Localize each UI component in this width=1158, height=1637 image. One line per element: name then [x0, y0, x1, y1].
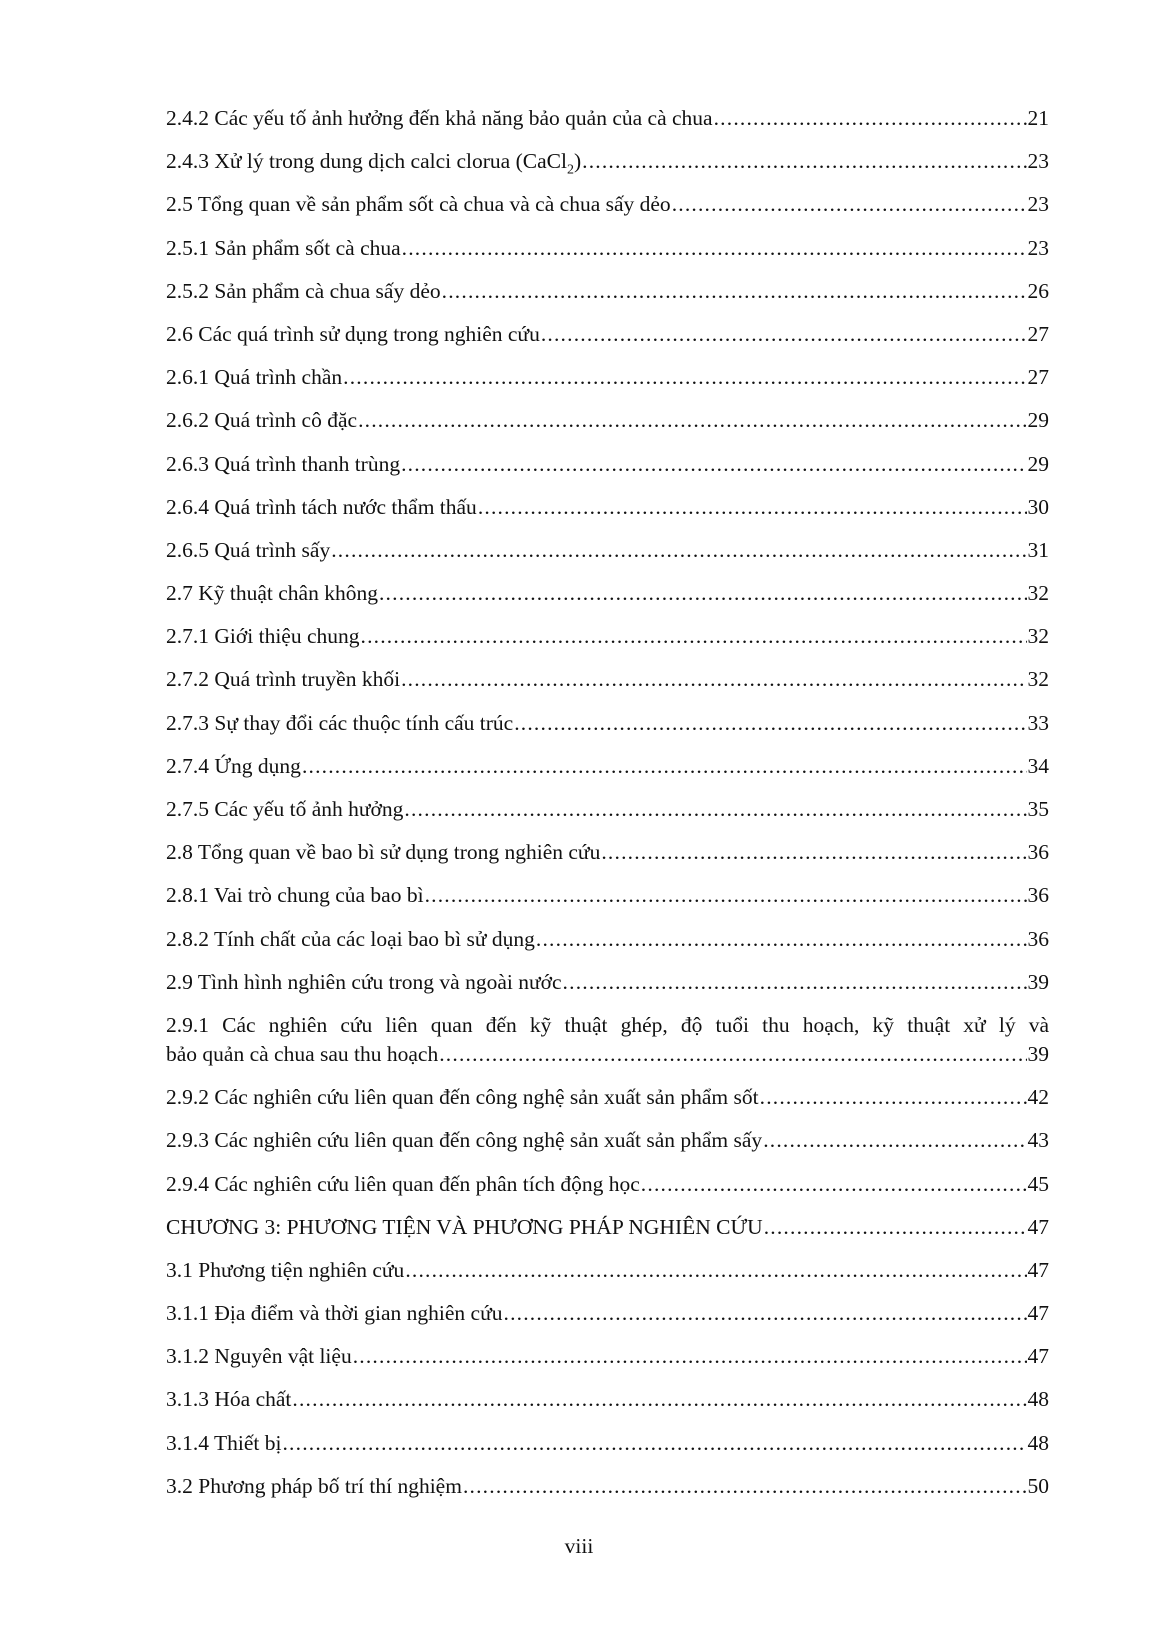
toc-leader-dots [425, 881, 1027, 910]
toc-entry[interactable] [166, 622, 1049, 651]
toc-title: 2.7.4 Ứng dụng [166, 753, 301, 778]
toc-title: 2.9.3 Các nghiên cứu liên quan đến công nghệ sản xuất sản phẩm sấy [166, 1128, 763, 1153]
toc-title: 2.6.4 Quá trình tách nước thẩm thấu [166, 494, 477, 519]
toc-leader-dots [478, 493, 1027, 522]
toc-title: 3.1.4 Thiết bị [166, 1430, 282, 1455]
toc-page-number: 47 [1027, 1257, 1049, 1282]
toc-page-number: 32 [1027, 581, 1049, 606]
toc-entry[interactable] [166, 493, 1049, 522]
toc-entry[interactable] [166, 968, 1049, 997]
toc-leader-dots [714, 104, 1027, 133]
toc-leader-dots [401, 450, 1026, 479]
toc-entry[interactable] [166, 406, 1049, 435]
toc-page-number: 27 [1027, 321, 1049, 346]
toc-title: 2.8.2 Tính chất của các loại bao bì sử dụng [166, 926, 535, 951]
page-number-footer: viii [564, 1534, 594, 1558]
toc-page-number: 45 [1027, 1171, 1049, 1196]
toc-leader-dots [282, 1429, 1026, 1458]
toc-page-number: 36 [1027, 840, 1049, 865]
toc-entry[interactable] [166, 1299, 1049, 1328]
toc-leader-dots [672, 190, 1027, 219]
toc-title: 3.2 Phương pháp bố trí thí nghiệm [166, 1473, 462, 1498]
toc-title-end: ) [573, 149, 582, 174]
toc-leader-dots [302, 752, 1027, 781]
toc-leader-dots [582, 147, 1026, 176]
toc-leader-dots [763, 1126, 1026, 1155]
toc-entry[interactable] [166, 363, 1049, 392]
toc-leader-dots [361, 622, 1027, 651]
toc-leader-dots [764, 1213, 1027, 1242]
toc-page-number: 47 [1027, 1344, 1049, 1369]
toc-title: CHƯƠNG 3: PHƯƠNG TIỆN VÀ PHƯƠNG PHÁP NGHIÊN CỨU [166, 1214, 763, 1239]
toc-entry[interactable] [166, 1083, 1049, 1112]
toc-page-number: 26 [1027, 278, 1049, 303]
toc-title: 2.7.3 Sự thay đổi các thuộc tính cấu trúc [166, 710, 514, 735]
toc-entry[interactable] [166, 925, 1049, 954]
toc-leader-dots [358, 406, 1026, 435]
toc-entry[interactable] [166, 1429, 1049, 1458]
toc-entry[interactable] [166, 190, 1049, 219]
toc-title: 2.9 Tình hình nghiên cứu trong và ngoài nước [166, 969, 562, 994]
toc-page-number: 39 [1027, 969, 1049, 994]
toc-leader-dots [463, 1472, 1027, 1501]
toc-entry[interactable] [166, 665, 1049, 694]
toc-page-number: 36 [1027, 926, 1049, 951]
toc-page-number: 23 [1027, 149, 1049, 174]
toc-page-number: 48 [1027, 1387, 1049, 1412]
toc-entry[interactable] [166, 1170, 1049, 1199]
toc-entry[interactable] [166, 277, 1049, 306]
toc-page-number: 29 [1027, 408, 1049, 433]
toc-entry[interactable] [166, 104, 1049, 133]
toc-leader-dots [442, 277, 1027, 306]
toc-title-line-1: 2.9.1 Các nghiên cứu liên quan đến kỹ thuật ghép, độ tuổi thu hoạch, kỹ thuật xử lý và [166, 1012, 1049, 1037]
toc-leader-dots [514, 709, 1026, 738]
toc-title: 2.8 Tổng quan về bao bì sử dụng trong nghiên cứu [166, 840, 601, 865]
toc-entry[interactable] [166, 536, 1049, 565]
toc-leader-dots [353, 1342, 1027, 1371]
toc-page-number: 35 [1027, 797, 1049, 821]
toc-title-line-2: bảo quản cà chua sau thu hoạch [166, 1041, 439, 1066]
toc-title: 2.4.2 Các yếu tố ảnh hưởng đến khả năng bảo quản của cà chua [166, 106, 713, 130]
toc-entry[interactable] [166, 450, 1049, 479]
toc-entry[interactable] [166, 838, 1049, 867]
toc-leader-dots [331, 536, 1026, 565]
toc-entry[interactable] [166, 795, 1049, 824]
toc-page-number: 23 [1027, 192, 1049, 217]
toc-page-number: 42 [1027, 1085, 1049, 1110]
toc-page-number: 50 [1027, 1473, 1049, 1498]
toc-title: 2.6.3 Quá trình thanh trùng [166, 451, 401, 476]
toc-page-number: 34 [1027, 753, 1049, 778]
toc-page-number: 23 [1027, 235, 1049, 260]
toc-page-number: 47 [1027, 1301, 1049, 1326]
toc-title [166, 147, 581, 176]
toc-title: 2.9.4 Các nghiên cứu liên quan đến phân tích động học [166, 1171, 640, 1196]
toc-entry[interactable] [166, 147, 1049, 176]
toc-leader-dots [641, 1170, 1027, 1199]
toc-title: 2.5 Tổng quan về sản phẩm sốt cà chua và cà chua sấy dẻo [166, 192, 671, 217]
toc-page-number: 30 [1027, 494, 1049, 519]
toc-entry-chapter[interactable] [166, 1213, 1049, 1242]
toc-entry[interactable] [166, 752, 1049, 781]
toc-entry[interactable] [166, 579, 1049, 608]
toc-leader-dots [536, 925, 1027, 954]
toc-leader-dots [402, 234, 1027, 263]
toc-title: 3.1 Phương tiện nghiên cứu [166, 1257, 405, 1282]
toc-leader-dots [601, 838, 1026, 867]
toc-leader-dots [541, 320, 1027, 349]
toc-title: 3.1.1 Địa điểm và thời gian nghiên cứu [166, 1301, 503, 1326]
toc-page-number: 27 [1027, 365, 1049, 390]
toc-title: 2.7.1 Giới thiệu chung [166, 624, 360, 649]
toc-leader-dots [405, 1256, 1026, 1285]
toc-page-number: 32 [1027, 624, 1049, 649]
toc-page-number: 47 [1027, 1214, 1049, 1239]
toc-title: 3.1.2 Nguyên vật liệu [166, 1344, 352, 1369]
toc-leader-dots [504, 1299, 1027, 1328]
toc-title: 2.9.2 Các nghiên cứu liên quan đến công nghệ sản xuất sản phẩm sốt [166, 1085, 759, 1110]
toc-page-number: 33 [1027, 710, 1049, 735]
toc-leader-dots [292, 1385, 1026, 1414]
toc-entry[interactable] [166, 1472, 1049, 1501]
toc-leader-dots [401, 665, 1026, 694]
toc-entry[interactable] [166, 1342, 1049, 1371]
toc-entry[interactable] [166, 1011, 1049, 1069]
toc-leader-dots [760, 1083, 1027, 1112]
toc-page-number: 43 [1027, 1128, 1049, 1153]
toc-entry[interactable] [166, 234, 1049, 263]
toc-page-number: 21 [1027, 106, 1049, 130]
toc-entry[interactable] [166, 709, 1049, 738]
table-of-contents [166, 104, 1049, 1515]
toc-title: 2.6.2 Quá trình cô đặc [166, 408, 358, 433]
toc-entry[interactable] [166, 320, 1049, 349]
toc-page-number: 32 [1027, 667, 1049, 692]
toc-title: 2.6.1 Quá trình chần [166, 365, 343, 390]
toc-title: 2.5.1 Sản phẩm sốt cà chua [166, 235, 401, 260]
toc-page-number: 36 [1027, 883, 1049, 908]
toc-entry[interactable] [166, 1385, 1049, 1414]
toc-title: 2.7.5 Các yếu tố ảnh hưởng [166, 797, 404, 821]
toc-title: 3.1.3 Hóa chất [166, 1387, 292, 1412]
toc-leader-dots [563, 968, 1027, 997]
toc-page-number: 48 [1027, 1430, 1049, 1455]
toc-title: 2.5.2 Sản phẩm cà chua sấy dẻo [166, 278, 441, 303]
toc-entry[interactable] [166, 1256, 1049, 1285]
toc-entry[interactable] [166, 1126, 1049, 1155]
toc-title-subscript: 2 [566, 162, 574, 178]
toc-title: 2.6.5 Quá trình sấy [166, 537, 331, 562]
toc-page-number: 29 [1027, 451, 1049, 476]
toc-leader-dots [343, 363, 1026, 392]
toc-title: 2.7 Kỹ thuật chân không [166, 581, 378, 606]
toc-title-main: 2.4.3 Xử lý trong dung dịch calci clorua (CaCl [166, 149, 567, 174]
toc-page-number: 39 [1027, 1041, 1049, 1066]
toc-title: 2.8.1 Vai trò chung của bao bì [166, 883, 424, 908]
toc-title: 2.6 Các quá trình sử dụng trong nghiên cứu [166, 321, 540, 346]
toc-entry[interactable] [166, 881, 1049, 910]
toc-leader-dots [404, 795, 1026, 824]
toc-leader-dots [379, 579, 1027, 608]
toc-leader-dots [439, 1040, 1026, 1069]
toc-title-line-2-wrapper [166, 1040, 1049, 1069]
toc-title: 2.7.2 Quá trình truyền khối [166, 667, 401, 692]
toc-page-number: 31 [1027, 537, 1049, 562]
